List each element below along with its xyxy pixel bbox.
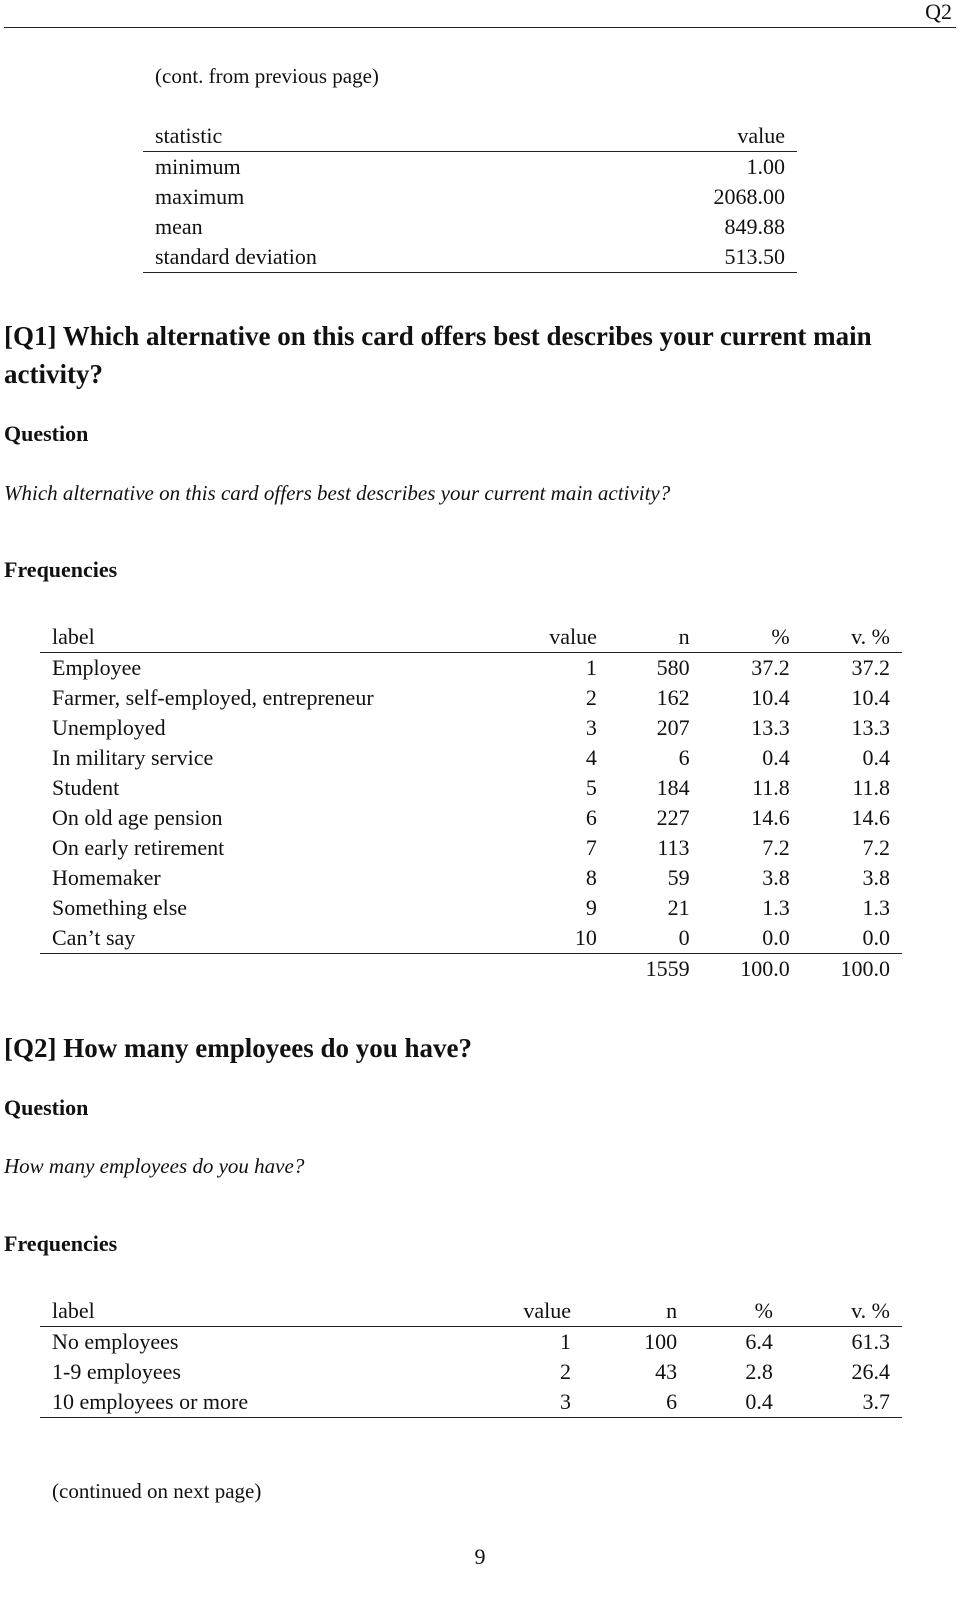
table-row: [143, 242, 797, 273]
q1-frequency-table: [40, 622, 902, 984]
column-header: label: [40, 622, 511, 653]
row-percent: 1.3: [762, 895, 790, 920]
row-label: 1-9 employees: [52, 1359, 181, 1384]
table-row: [143, 182, 797, 212]
row-valid-percent: 26.4: [851, 1359, 890, 1384]
table-row: [40, 1357, 902, 1387]
row-label: Homemaker: [52, 865, 161, 890]
q2-title: [Q2] How many employees do you have?: [4, 1033, 472, 1063]
totals-label: [40, 954, 511, 985]
row-value: 7: [585, 835, 597, 860]
row-value: 6: [585, 805, 597, 830]
row-n: 207: [656, 715, 690, 740]
row-value: 8: [585, 865, 597, 890]
row-valid-percent: 0.0: [802, 923, 902, 954]
row-n: 184: [656, 775, 690, 800]
row-value: 3: [585, 715, 597, 740]
row-percent: 14.6: [751, 805, 790, 830]
row-percent: 11.8: [752, 775, 790, 800]
row-percent: 2.8: [745, 1359, 773, 1384]
row-n: 0: [609, 923, 702, 954]
row-label: Unemployed: [52, 715, 166, 740]
q2-frequency-table: [40, 1296, 902, 1418]
totals-percent: 100.0: [740, 956, 790, 981]
stat-value: 1.00: [746, 154, 785, 179]
continued-next-note: (continued on next page): [52, 1479, 262, 1503]
row-value: 1: [559, 1329, 571, 1354]
column-header: value: [511, 622, 609, 653]
table-header-row: [40, 1296, 902, 1327]
column-header: %: [689, 1296, 785, 1327]
table-row: [40, 1327, 902, 1358]
row-valid-percent: 13.3: [851, 715, 890, 740]
table-header-row: [143, 121, 797, 152]
table-row: [40, 713, 902, 743]
q1-title: [Q1] Which alternative on this card offers best describes your current main activity?: [4, 321, 872, 389]
column-header: %: [702, 622, 802, 653]
q2-frequencies-heading: Frequencies: [4, 1231, 118, 1256]
stat-label: minimum: [155, 154, 241, 179]
stat-value: 513.50: [575, 242, 797, 273]
row-label: Employee: [52, 655, 142, 680]
row-valid-percent: 1.3: [862, 895, 890, 920]
row-n: 580: [656, 655, 690, 680]
row-n: 227: [656, 805, 690, 830]
table-row: [40, 653, 902, 684]
row-valid-percent: 61.3: [851, 1329, 890, 1354]
table-row: [143, 212, 797, 242]
table-row: [40, 683, 902, 713]
row-valid-percent: 0.4: [862, 745, 890, 770]
row-value: 2: [585, 685, 597, 710]
table-row: [40, 773, 902, 803]
row-percent: 6.4: [745, 1329, 773, 1354]
header-rule: [4, 27, 956, 28]
row-n: 162: [656, 685, 690, 710]
column-header: n: [583, 1296, 689, 1327]
row-value: 1: [585, 655, 597, 680]
table-row: [143, 152, 797, 183]
row-label: On old age pension: [52, 805, 223, 830]
totals-valid-percent: 100.0: [840, 956, 890, 981]
row-percent: 13.3: [751, 715, 790, 740]
row-value: 5: [585, 775, 597, 800]
row-n: 6: [678, 745, 690, 770]
column-header: v. %: [785, 1296, 902, 1327]
row-value: 4: [585, 745, 597, 770]
row-percent: 10.4: [751, 685, 790, 710]
row-valid-percent: 10.4: [851, 685, 890, 710]
row-valid-percent: 3.7: [785, 1387, 902, 1418]
row-label: In military service: [52, 745, 214, 770]
table-header-row: [40, 622, 902, 653]
running-header-label: Q2: [925, 0, 952, 24]
row-percent: 0.0: [702, 923, 802, 954]
row-value: 9: [585, 895, 597, 920]
column-header: value: [450, 1296, 583, 1327]
row-percent: 0.4: [689, 1387, 785, 1418]
stat-value: 849.88: [724, 214, 785, 239]
row-percent: 3.8: [762, 865, 790, 890]
table-row: [40, 863, 902, 893]
table-row: [40, 833, 902, 863]
continued-note: (cont. from previous page): [155, 64, 379, 88]
row-label: Student: [52, 775, 120, 800]
row-valid-percent: 11.8: [852, 775, 890, 800]
q2-question-text: How many employees do you have?: [4, 1154, 305, 1178]
row-percent: 37.2: [751, 655, 790, 680]
column-header: n: [609, 622, 702, 653]
totals-value: [511, 954, 609, 985]
column-header: statistic: [143, 121, 575, 152]
statistics-table: [143, 121, 797, 273]
stat-value: 2068.00: [713, 184, 785, 209]
row-valid-percent: 14.6: [851, 805, 890, 830]
table-row: [40, 1387, 902, 1418]
table-row: [40, 743, 902, 773]
row-label: 10 employees or more: [40, 1387, 450, 1418]
table-row: [40, 923, 902, 954]
row-label: Can’t say: [40, 923, 511, 954]
row-valid-percent: 37.2: [851, 655, 890, 680]
row-valid-percent: 3.8: [862, 865, 890, 890]
row-value: 2: [559, 1359, 571, 1384]
page-number: 9: [474, 1544, 486, 1569]
row-percent: 0.4: [762, 745, 790, 770]
row-label: Farmer, self-employed, entrepreneur: [52, 685, 374, 710]
column-header: label: [40, 1296, 450, 1327]
stat-label: standard deviation: [143, 242, 575, 273]
q1-frequencies-heading: Frequencies: [4, 557, 118, 582]
row-n: 59: [667, 865, 690, 890]
q2-question-heading: Question: [4, 1095, 89, 1120]
row-label: Something else: [52, 895, 188, 920]
column-header: value: [575, 121, 797, 152]
row-n: 43: [655, 1359, 678, 1384]
stat-label: maximum: [155, 184, 245, 209]
row-n: 100: [644, 1329, 678, 1354]
row-value: 10: [511, 923, 609, 954]
row-n: 113: [657, 835, 690, 860]
q1-question-text: Which alternative on this card offers best describes your current main activity?: [4, 481, 671, 505]
row-valid-percent: 7.2: [862, 835, 890, 860]
row-value: 3: [450, 1387, 583, 1418]
row-label: On early retirement: [52, 835, 225, 860]
column-header: v. %: [802, 622, 902, 653]
row-n: 21: [667, 895, 690, 920]
table-row: [40, 893, 902, 923]
row-n: 6: [583, 1387, 689, 1418]
stat-label: mean: [155, 214, 203, 239]
q1-question-heading: Question: [4, 421, 89, 446]
row-label: No employees: [52, 1329, 179, 1354]
totals-row: [40, 954, 902, 985]
totals-n: 1559: [645, 956, 690, 981]
table-row: [40, 803, 902, 833]
row-percent: 7.2: [762, 835, 790, 860]
